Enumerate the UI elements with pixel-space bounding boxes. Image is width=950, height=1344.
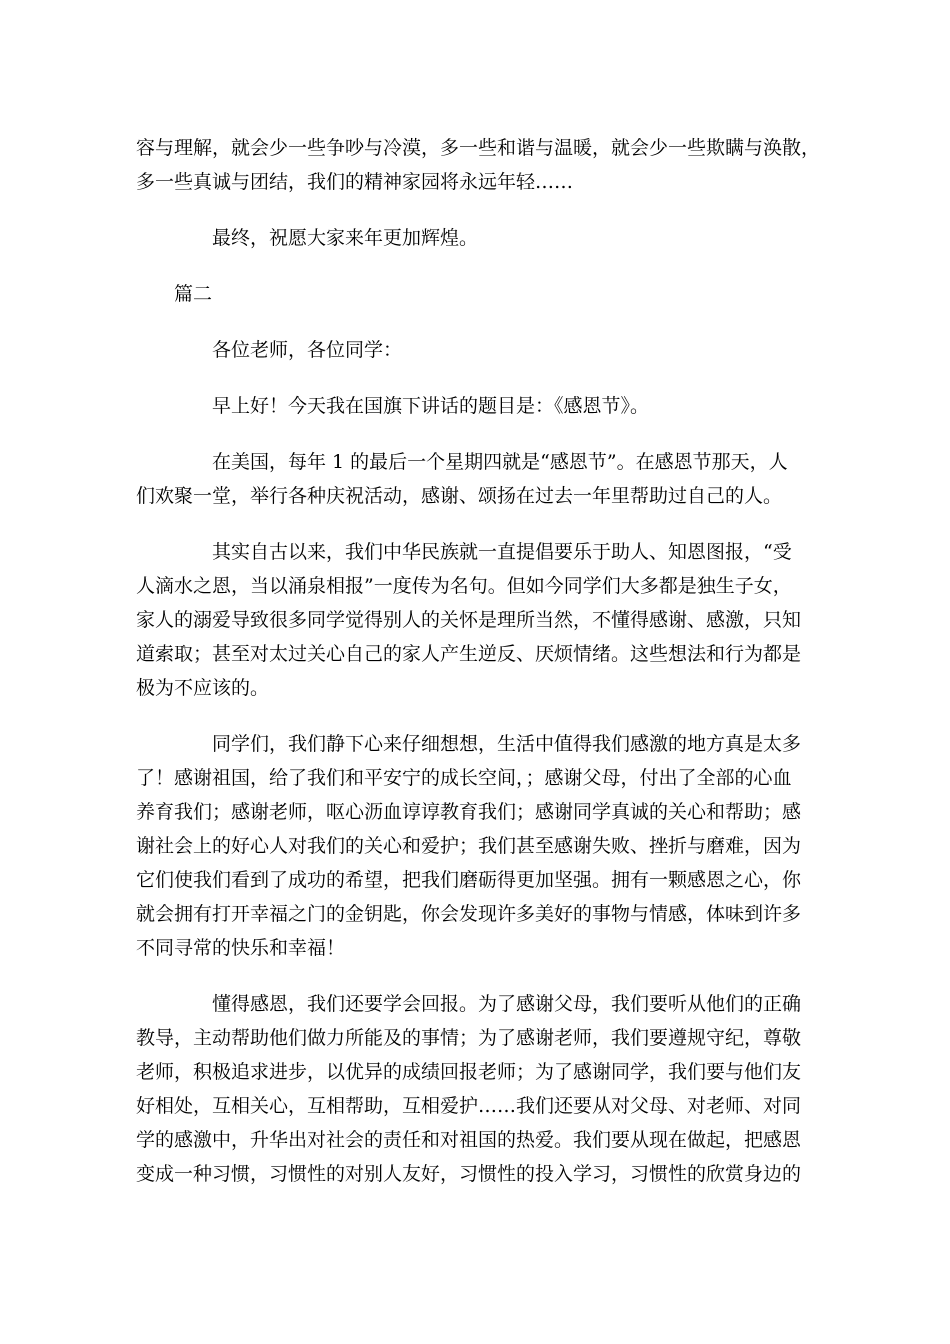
p2-line-2: 人滴水之恩，当以涌泉相报”一度传为名句。但如今同学们大多都是独生子女，: [136, 575, 792, 597]
p4-line-3: 老师，积极追求进步，以优异的成绩回报老师；为了感谢同学，我们要与他们友: [136, 1061, 802, 1083]
p2-line-5: 极为不应该的。: [136, 677, 270, 699]
p4-line-4: 好相处，互相关心，互相帮助，互相爱护……我们还要从对父母、对老师、对同: [136, 1095, 802, 1117]
p3-line-5: 它们使我们看到了成功的希望，把我们磨砺得更加坚强。拥有一颗感恩之心，你: [136, 869, 802, 891]
p4-line-1: 懂得感恩，我们还要学会回报。为了感谢父母，我们要听从他们的正确: [212, 993, 802, 1015]
p1-line-2: 们欢聚一堂，举行各种庆祝活动，感谢、颂扬在过去一年里帮助过自己的人。: [136, 485, 783, 507]
p2-line-1: 其实自古以来，我们中华民族就一直提倡要乐于助人、知恩图报，“受: [212, 541, 792, 563]
p4-line-5: 学的感激中，升华出对社会的责任和对祖国的热爱。我们要从现在做起，把感恩: [136, 1129, 802, 1151]
p3-line-6: 就会拥有打开幸福之门的金钥匙，你会发现许多美好的事物与情感，体味到许多: [136, 903, 802, 925]
p2-line-3: 家人的溺爱导致很多同学觉得别人的关怀是理所当然，不懂得感谢、感激，只知: [136, 609, 802, 631]
p3-line-7: 不同寻常的快乐和幸福！: [136, 937, 346, 959]
greeting: 早上好！今天我在国旗下讲话的题目是：《感恩节》。: [212, 395, 650, 417]
p3-line-2: 了！感谢祖国，给了我们和平安宁的成长空间，；感谢父母，付出了全部的心血: [136, 767, 792, 789]
intro-line-2: 多一些真诚与团结，我们的精神家园将永远年轻……: [136, 171, 574, 193]
p2-line-4: 道索取；甚至对太过关心自己的家人产生逆反、厌烦情绪。这些想法和行为都是: [136, 643, 802, 665]
p4-line-2: 教导，主动帮助他们做力所能及的事情；为了感谢老师，我们要遵规守纪，尊敬: [136, 1027, 802, 1049]
salutation: 各位老师，各位同学：: [212, 339, 403, 361]
closing-line: 最终，祝愿大家来年更加辉煌。: [212, 227, 479, 249]
section-heading: 篇二: [174, 283, 213, 305]
p1-line-1: 在美国，每年 1 的最后一个星期四就是“感恩节”。在感恩节那天，人: [212, 451, 788, 473]
intro-line-1: 容与理解，就会少一些争吵与冷漠，多一些和谐与温暖，就会少一些欺瞒与涣散，: [136, 137, 821, 159]
p3-line-4: 谢社会上的好心人对我们的关心和爱护；我们甚至感谢失败、挫折与磨难，因为: [136, 835, 802, 857]
p4-line-6: 变成一种习惯，习惯性的对别人友好，习惯性的投入学习，习惯性的欣赏身边的: [136, 1163, 802, 1185]
p3-line-1: 同学们，我们静下心来仔细想想，生活中值得我们感激的地方真是太多: [212, 733, 802, 755]
p3-line-3: 养育我们；感谢老师，呕心沥血谆谆教育我们；感谢同学真诚的关心和帮助；感: [136, 801, 802, 823]
